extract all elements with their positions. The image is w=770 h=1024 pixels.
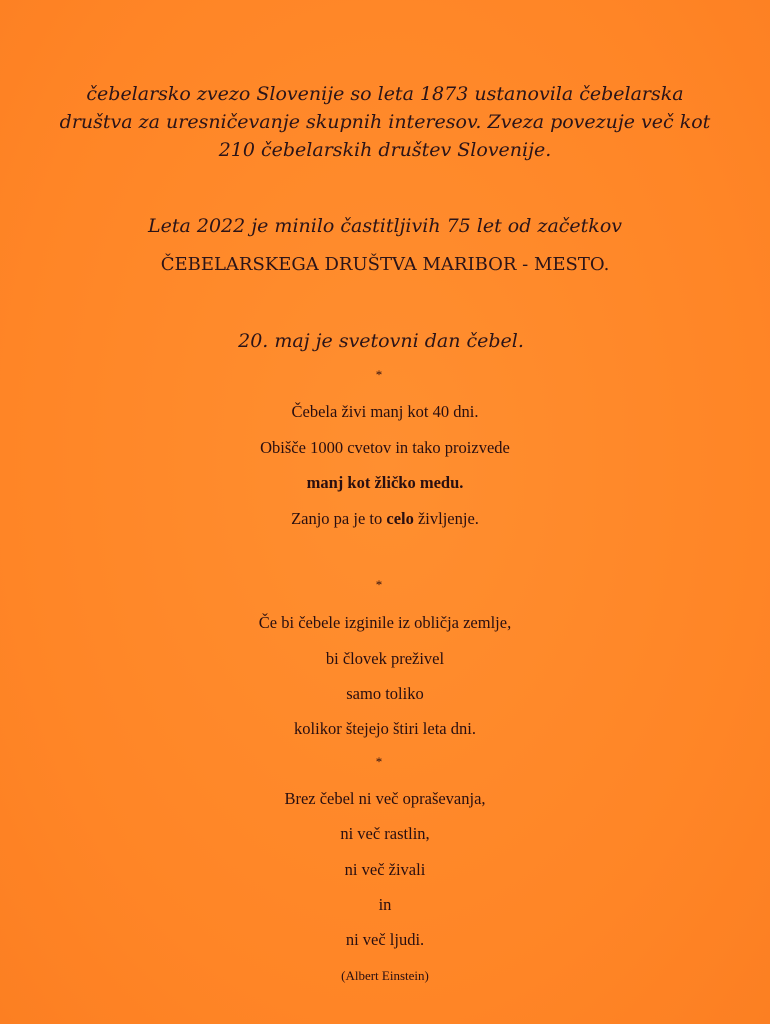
anniversary-line-2: ČEBELARSKEGA DRUŠTVA MARIBOR - MESTO. <box>160 254 610 275</box>
intro-line-2: društva za uresničevanje skupnih interesov. Zveza povezuje več kot <box>59 111 711 133</box>
stanza3-line-1: Brez čebel ni več opraševanja, <box>284 789 486 808</box>
intro-line-3: 210 čebelarskih društev Slovenije. <box>218 139 552 161</box>
separator-star-1: * <box>375 367 383 382</box>
stanza1-line4-post: življenje. <box>413 509 479 528</box>
stanza1-line-3 <box>0 473 770 493</box>
stanza1-line4-pre: Zanjo pa je to <box>291 509 387 528</box>
stanza3-line-3: ni več živali <box>344 860 426 879</box>
stanza2-line-1: Če bi čebele izginile iz obličja zemlje, <box>258 613 512 632</box>
stanza1-line-2: Obišče 1000 cvetov in tako proizvede <box>260 438 510 457</box>
stanza2-line-4: kolikor štejejo štiri leta dni. <box>294 719 476 738</box>
bee-day-line: 20. maj je svetovni dan čebel. <box>238 330 524 352</box>
separator-star-3: * <box>375 754 383 769</box>
stanza3-line-2: ni več rastlin, <box>340 824 430 843</box>
intro-line-1: čebelarsko zvezo Slovenije so leta 1873 ustanovila čebelarska <box>86 83 684 105</box>
stanza1-line4-bold: celo <box>386 509 414 528</box>
anniversary-line-1: Leta 2022 je minilo častitljivih 75 let od začetkov <box>148 215 622 237</box>
stanza3-line-4: in <box>378 895 392 914</box>
stanza2-line-2: bi človek preživel <box>325 649 445 668</box>
stanza1-line-1: Čebela živi manj kot 40 dni. <box>291 402 479 421</box>
separator-star-2: * <box>375 577 383 592</box>
stanza1-line-4 <box>0 509 770 529</box>
stanza3-line-5: ni več ljudi. <box>345 930 425 949</box>
stanza1-bold-text: manj kot žličko medu. <box>306 473 464 492</box>
stanza2-line-3: samo toliko <box>346 684 424 703</box>
attribution: (Albert Einstein) <box>341 968 429 983</box>
